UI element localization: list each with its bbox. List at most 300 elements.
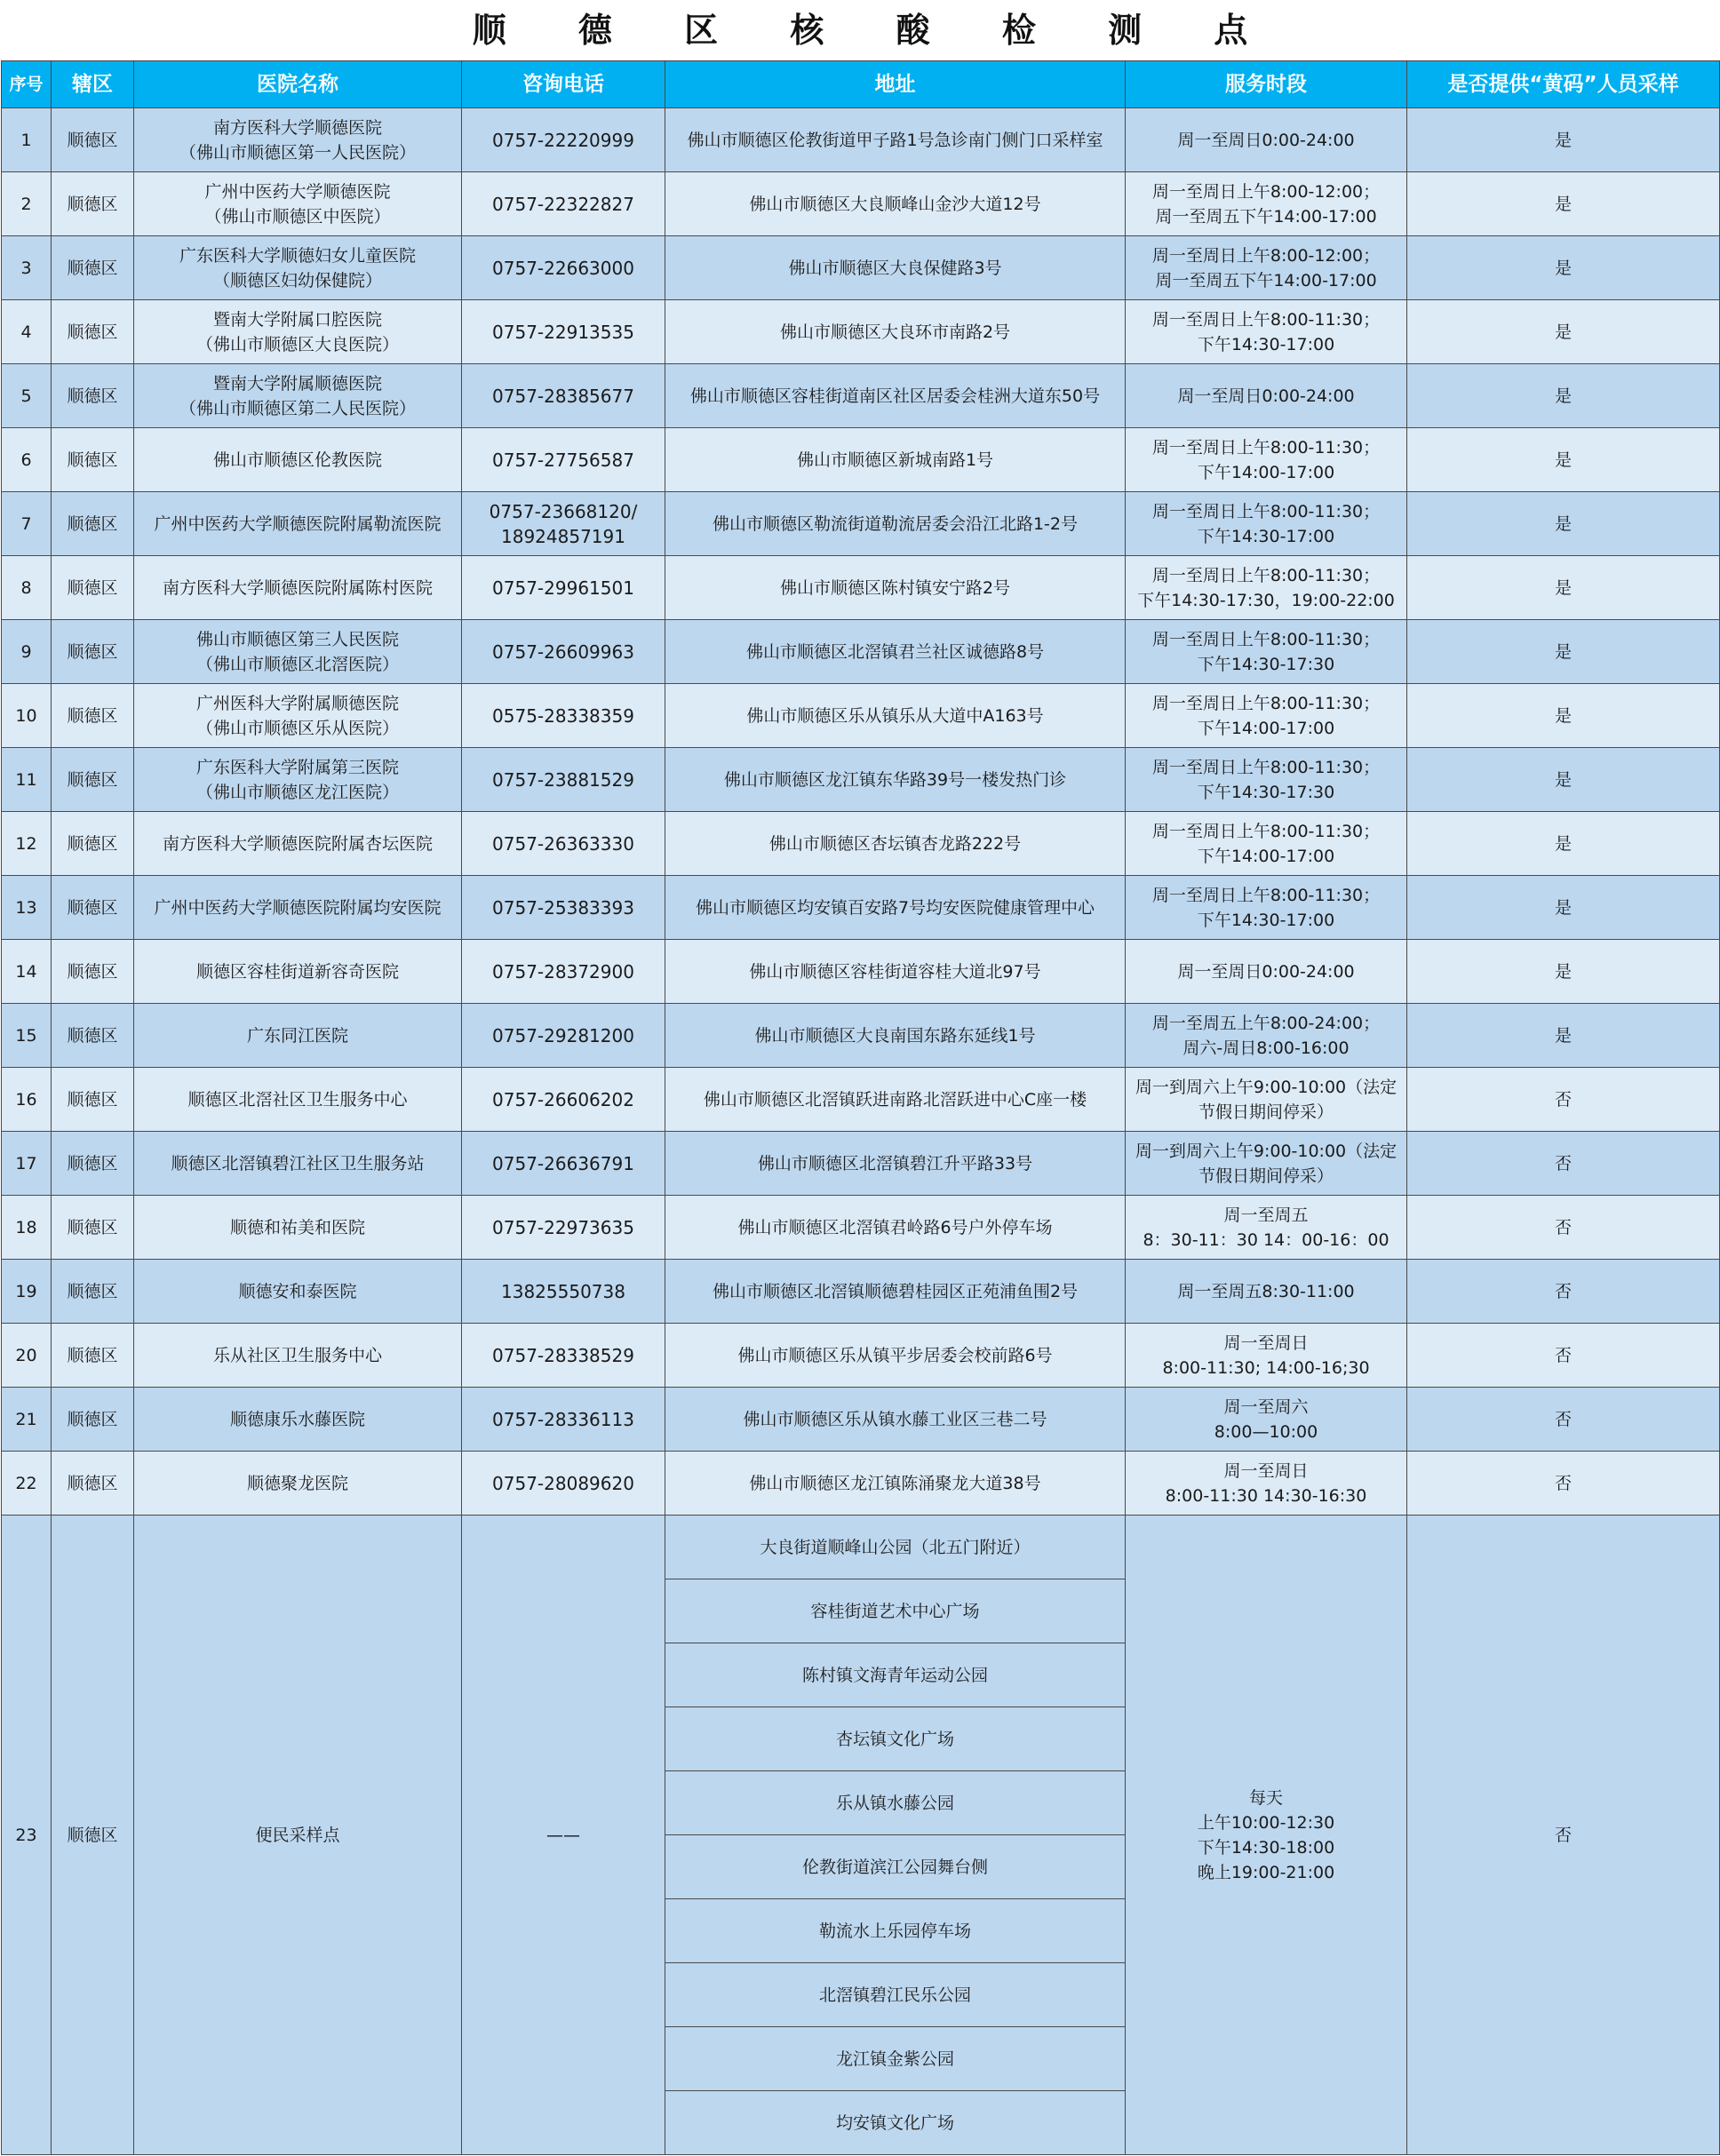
cell-hours-text: 周一至周日上午8:00-11:30； [1151,693,1381,713]
cell-phone-text: 0757-29961501 [492,577,634,599]
cell-yellow-code [1407,812,1720,876]
cell-address-text: 佛山市顺德区北滘镇跃进南路北滘跃进中心C座一楼 [703,1089,1087,1110]
cell-site-address [665,1771,1126,1835]
cell-hospital [134,1196,462,1260]
cell-hours-text: 周一至周日上午8:00-11:30； [1151,437,1381,457]
cell-hospital [134,1068,462,1132]
cell-district [52,236,134,300]
cell-district [52,1004,134,1068]
cell-phone-text: 0757-28338529 [492,1344,634,1366]
cell-hours-text: 周一至周五 [1223,1205,1309,1225]
cell-yellow-code-text: 否 [1554,1473,1572,1493]
cell-hospital [134,1324,462,1388]
cell-hours-text: 周一至周日0:00-24:00 [1177,130,1355,150]
cell-address-text: 佛山市顺德区大良顺峰山金沙大道12号 [749,194,1041,214]
cell-address [665,428,1126,492]
cell-no-text: 20 [15,1345,37,1365]
table-row [2,1388,1720,1452]
cell-district-text: 顺德区 [67,1025,118,1046]
cell-no [2,748,52,812]
table-row [2,1004,1720,1068]
cell-district [52,940,134,1004]
cell-hours [1126,876,1407,940]
cell-hours-text: 周一至周五8:30-11:00 [1177,1281,1355,1301]
cell-hours [1126,1068,1407,1132]
table-row [2,300,1720,364]
cell-yellow-code-text: 是 [1554,961,1572,982]
cell-yellow-code [1407,236,1720,300]
testing-sites-table [1,60,1720,2155]
cell-address [665,1196,1126,1260]
cell-hours-text: 周一至周日0:00-24:00 [1177,386,1355,406]
cell-no-text: 18 [15,1217,37,1237]
cell-yellow-code-text: 是 [1554,322,1572,342]
cell-address [665,1452,1126,1516]
cell-yellow-code [1407,492,1720,556]
cell-site-address-text: 陈村镇文海青年运动公园 [801,1665,988,1685]
cell-address-text: 佛山市顺德区乐从镇水藤工业区三巷二号 [743,1409,1047,1429]
cell-district [52,492,134,556]
cell-address [665,108,1126,172]
cell-district [52,1068,134,1132]
cell-hospital-text: （佛山市顺德区龙江医院） [195,782,399,802]
cell-phone-text: —— [546,1825,580,1845]
cell-phone-text: 0757-22973635 [492,1216,634,1238]
cell-site-address [665,1516,1126,1579]
cell-district-text: 顺德区 [67,1281,118,1301]
cell-yellow-code [1407,1004,1720,1068]
cell-address [665,300,1126,364]
table-row [2,876,1720,940]
cell-hospital-text: （顺德区妇幼保健院） [212,270,382,290]
cell-hours [1126,1516,1407,2155]
cell-district [52,108,134,172]
cell-hours-text: 周一至周日 [1223,1460,1309,1481]
cell-district-text: 顺德区 [67,897,118,918]
cell-district [52,748,134,812]
cell-address-text: 佛山市顺德区伦教街道甲子路1号急诊南门侧门口采样室 [687,130,1103,150]
cell-hospital-text: 暨南大学附属口腔医院 [212,309,382,330]
cell-phone-text: 13825550738 [501,1280,625,1302]
cell-yellow-code-text: 是 [1554,1025,1572,1046]
table-row [2,172,1720,236]
header-hours: 服务时段 [1126,61,1407,108]
cell-hours [1126,300,1407,364]
table-row [2,1324,1720,1388]
cell-address [665,492,1126,556]
cell-hospital-text: 广州中医药大学顺德医院 [204,181,391,202]
cell-phone [462,684,665,748]
cell-address [665,812,1126,876]
cell-phone-text: 0757-27756587 [492,449,634,471]
cell-address [665,1324,1126,1388]
cell-no [2,108,52,172]
cell-hospital-text: 广州中医药大学顺德医院附属均安医院 [154,897,442,918]
cell-no-text: 23 [15,1825,37,1845]
cell-hours-text: 周一至周六 [1223,1396,1309,1417]
table-row [2,236,1720,300]
cell-district [52,1196,134,1260]
table-row [2,812,1720,876]
cell-phone-text: 0757-22322827 [492,193,634,215]
cell-phone [462,1068,665,1132]
cell-yellow-code-text: 是 [1554,833,1572,854]
header-phone: 咨询电话 [462,61,665,108]
cell-no-text: 10 [15,705,37,726]
cell-phone [462,492,665,556]
cell-hours-text: 8：30-11：30 14：00-16：00 [1143,1229,1390,1250]
cell-address-text: 佛山市顺德区大良保健路3号 [788,258,1002,278]
cell-district-text: 顺德区 [67,1089,118,1110]
cell-hours-text: 周一至周五上午8:00-24:00； [1151,1013,1381,1033]
cell-no-text: 7 [20,513,32,534]
cell-district [52,1260,134,1324]
table-row [2,108,1720,172]
cell-site-address [665,1963,1126,2027]
cell-hospital-text: （佛山市顺德区中医院） [204,206,391,227]
cell-no [2,1324,52,1388]
cell-no-text: 2 [20,194,32,214]
cell-no-text: 14 [15,961,37,982]
cell-hospital [134,620,462,684]
cell-yellow-code-text: 是 [1554,705,1572,726]
cell-address [665,1132,1126,1196]
cell-phone [462,748,665,812]
table-row [2,428,1720,492]
cell-yellow-code [1407,364,1720,428]
cell-phone-text: 0757-28372900 [492,960,634,983]
cell-district [52,1388,134,1452]
cell-no-text: 5 [20,386,32,406]
cell-no [2,364,52,428]
cell-hours-text: 周一至周日上午8:00-11:30； [1151,501,1381,521]
cell-yellow-code-text: 是 [1554,577,1572,598]
cell-phone-text: 0757-22220999 [492,129,634,151]
cell-address [665,1004,1126,1068]
cell-phone-text: 0757-28336113 [492,1408,634,1430]
cell-hours-text: 每天 [1248,1787,1283,1808]
cell-hours-text: 周一至周日上午8:00-12:00； [1151,245,1381,266]
cell-hospital [134,1516,462,2155]
cell-phone [462,1324,665,1388]
cell-phone [462,812,665,876]
cell-address [665,748,1126,812]
cell-yellow-code [1407,1516,1720,2155]
cell-no [2,1004,52,1068]
table-row [2,1132,1720,1196]
cell-phone [462,1388,665,1452]
header-no: 序号 [2,61,52,108]
cell-yellow-code-text: 否 [1554,1825,1572,1845]
cell-phone [462,1132,665,1196]
cell-hospital-text: 顺德区容桂街道新容奇医院 [195,961,399,982]
cell-phone [462,172,665,236]
cell-phone [462,1452,665,1516]
cell-address [665,620,1126,684]
cell-yellow-code [1407,428,1720,492]
cell-site-address-text: 均安镇文化广场 [835,2112,954,2133]
cell-phone [462,1196,665,1260]
cell-no [2,940,52,1004]
cell-address-text: 佛山市顺德区大良环市南路2号 [779,322,1011,342]
cell-district-text: 顺德区 [67,641,118,662]
cell-address-text: 佛山市顺德区容桂街道南区社区居委会桂洲大道东50号 [689,386,1101,406]
cell-district [52,172,134,236]
cell-hospital-text: 乐从社区卫生服务中心 [212,1345,382,1365]
cell-phone [462,108,665,172]
cell-phone [462,1516,665,2155]
cell-hours-text: 晚上19:00-21:00 [1197,1862,1335,1882]
cell-address-text: 佛山市顺德区大良南国东路东延线1号 [754,1025,1036,1046]
cell-hours-text: 节假日期间停采） [1198,1102,1334,1122]
cell-no [2,1516,52,2155]
cell-yellow-code-text: 是 [1554,449,1572,470]
cell-hours [1126,812,1407,876]
cell-district-text: 顺德区 [67,833,118,854]
cell-phone [462,300,665,364]
cell-hospital [134,1388,462,1452]
cell-hours [1126,492,1407,556]
cell-yellow-code-text: 是 [1554,386,1572,406]
cell-phone [462,1260,665,1324]
cell-phone-text: 0757-23881529 [492,768,634,791]
cell-site-address-text: 勒流水上乐园停车场 [818,1921,971,1941]
cell-no [2,1196,52,1260]
cell-hours [1126,556,1407,620]
cell-hospital [134,556,462,620]
cell-no-text: 6 [20,449,32,470]
cell-phone-text: 0757-26636791 [492,1152,634,1174]
cell-yellow-code-text: 是 [1554,258,1572,278]
cell-yellow-code [1407,172,1720,236]
cell-district-text: 顺德区 [67,1825,118,1845]
cell-hours [1126,1196,1407,1260]
cell-no-text: 11 [15,769,37,790]
cell-hours [1126,940,1407,1004]
cell-no [2,556,52,620]
cell-hospital-text: 广东同江医院 [246,1025,348,1046]
cell-district [52,1452,134,1516]
cell-site-address [665,2091,1126,2155]
cell-phone-text: 0757-22913535 [492,321,634,343]
table-row [2,940,1720,1004]
cell-address-text: 佛山市顺德区北滘镇碧江升平路33号 [757,1153,1033,1173]
table-row [2,556,1720,620]
cell-hospital [134,876,462,940]
cell-phone [462,364,665,428]
cell-yellow-code [1407,108,1720,172]
cell-hospital [134,300,462,364]
cell-no-text: 12 [15,833,37,854]
cell-district-text: 顺德区 [67,1153,118,1173]
cell-hours-text: 下午14:30-17:00 [1197,334,1335,354]
cell-hours [1126,1260,1407,1324]
cell-yellow-code-text: 否 [1554,1409,1572,1429]
cell-hours-text: 周一至周日0:00-24:00 [1177,961,1355,982]
cell-yellow-code [1407,1196,1720,1260]
cell-hours [1126,108,1407,172]
cell-hospital [134,940,462,1004]
cell-site-address-text: 北滘镇碧江民乐公园 [818,1985,971,2005]
cell-yellow-code [1407,748,1720,812]
cell-hours-text: 下午14:30-17:30，19:00-22:00 [1137,590,1395,610]
cell-hours-text: 周一至周五下午14:00-17:00 [1155,270,1377,290]
cell-hours-text: 下午14:30-18:00 [1197,1837,1335,1858]
cell-district [52,1516,134,2155]
cell-hospital-text: 佛山市顺德区伦教医院 [212,449,382,470]
table-row [2,748,1720,812]
cell-hospital-text: 广东医科大学顺德妇女儿童医院 [179,245,416,266]
cell-hospital-text: 广州医科大学附属顺德医院 [195,693,399,713]
cell-phone [462,236,665,300]
cell-yellow-code [1407,684,1720,748]
cell-district [52,364,134,428]
cell-no-text: 17 [15,1153,37,1173]
cell-yellow-code [1407,1132,1720,1196]
cell-hospital [134,236,462,300]
cell-hours-text: 节假日期间停采） [1198,1166,1334,1186]
cell-district-text: 顺德区 [67,705,118,726]
cell-address [665,1260,1126,1324]
cell-district [52,300,134,364]
cell-hours-text: 8:00—10:00 [1214,1421,1318,1442]
cell-no-text: 21 [15,1409,37,1429]
cell-hours-text: 下午14:30-17:00 [1197,910,1335,930]
cell-hospital [134,1132,462,1196]
cell-no-text: 9 [20,641,32,662]
cell-phone [462,620,665,684]
cell-address-text: 佛山市顺德区陈村镇安宁路2号 [779,577,1011,598]
cell-no-text: 19 [15,1281,37,1301]
cell-hours [1126,364,1407,428]
cell-district [52,1324,134,1388]
cell-hospital-text: 南方医科大学顺德医院 [212,117,382,138]
cell-hospital [134,428,462,492]
cell-address-text: 佛山市顺德区北滘镇君兰社区诚德路8号 [745,641,1045,662]
cell-district-text: 顺德区 [67,513,118,534]
cell-phone-text: 0757-23668120/ [489,500,638,522]
cell-yellow-code [1407,1260,1720,1324]
cell-hospital-text: 顺德聚龙医院 [246,1473,348,1493]
cell-site-address [665,1899,1126,1963]
cell-address [665,940,1126,1004]
cell-hours-text: 周一至周日上午8:00-11:30； [1151,757,1381,777]
cell-yellow-code-text: 否 [1554,1281,1572,1301]
cell-phone [462,1004,665,1068]
cell-hours-text: 下午14:30-17:30 [1197,654,1335,674]
cell-hospital [134,812,462,876]
cell-site-address [665,1835,1126,1899]
cell-district-text: 顺德区 [67,1473,118,1493]
page-title: 顺 德 区 核 酸 检 测 点 [472,11,1278,50]
cell-no-text: 4 [20,322,32,342]
cell-site-address-text: 容桂街道艺术中心广场 [810,1601,980,1621]
cell-hours-text: 上午10:00-12:30 [1197,1812,1335,1833]
cell-yellow-code [1407,1452,1720,1516]
cell-hours [1126,428,1407,492]
cell-yellow-code [1407,876,1720,940]
cell-hospital-text: 顺德和祐美和医院 [229,1217,365,1237]
cell-hours [1126,684,1407,748]
cell-hours-text: 8:00-11:30; 14:00-16;30 [1162,1357,1370,1378]
cell-hospital-text: 便民采样点 [255,1825,340,1845]
cell-no [2,428,52,492]
cell-hospital-text: 南方医科大学顺德医院附属杏坛医院 [162,833,433,854]
cell-hospital-text: （佛山市顺德区第一人民医院） [179,142,416,163]
cell-hospital-text: （佛山市顺德区第二人民医院） [179,398,416,418]
cell-address [665,556,1126,620]
cell-address-text: 佛山市顺德区均安镇百安路7号均安医院健康管理中心 [695,897,1095,918]
cell-district [52,684,134,748]
cell-address-text: 佛山市顺德区乐从镇乐从大道中A163号 [746,705,1044,726]
cell-hospital-text: 广东医科大学附属第三医院 [195,757,399,777]
cell-yellow-code-text: 是 [1554,194,1572,214]
cell-hours-text: 下午14:30-17:30 [1197,782,1335,802]
cell-hospital [134,108,462,172]
cell-district-text: 顺德区 [67,386,118,406]
header-district: 辖区 [52,61,134,108]
cell-phone-text: 0757-29281200 [492,1024,634,1046]
cell-site-address-text: 乐从镇水藤公园 [835,1793,954,1813]
cell-phone-text: 0757-26363330 [492,832,634,855]
cell-district-text: 顺德区 [67,1345,118,1365]
cell-yellow-code-text: 否 [1554,1345,1572,1365]
cell-hospital-text: 暨南大学附属顺德医院 [212,373,382,394]
cell-district-text: 顺德区 [67,961,118,982]
cell-hospital [134,1004,462,1068]
cell-district-text: 顺德区 [67,1217,118,1237]
cell-hours-text: 周一至周日上午8:00-11:30； [1151,565,1381,585]
table-row [2,1516,1720,1579]
cell-hours-text: 下午14:00-17:00 [1197,462,1335,482]
cell-site-address-text: 龙江镇金紫公园 [835,2049,954,2069]
cell-hospital-text: （佛山市顺德区大良医院） [195,334,399,354]
cell-district-text: 顺德区 [67,769,118,790]
cell-phone-text: 18924857191 [501,525,625,547]
cell-hours [1126,1388,1407,1452]
cell-site-address-text: 大良街道顺峰山公园（北五门附近） [760,1537,1031,1557]
cell-hospital-text: 佛山市顺德区第三人民医院 [195,629,399,649]
cell-yellow-code [1407,1324,1720,1388]
cell-hours [1126,1004,1407,1068]
table-row [2,1452,1720,1516]
cell-address-text: 佛山市顺德区北滘镇顺德碧桂园区正苑浦鱼围2号 [712,1281,1079,1301]
cell-hospital [134,364,462,428]
cell-address [665,684,1126,748]
cell-address-text: 佛山市顺德区新城南路1号 [796,449,994,470]
cell-no [2,1132,52,1196]
cell-hospital-text: 顺德区北滘社区卫生服务中心 [187,1089,408,1110]
cell-yellow-code-text: 是 [1554,897,1572,918]
cell-phone-text: 0757-28089620 [492,1472,634,1494]
cell-address-text: 佛山市顺德区龙江镇东华路39号一楼发热门诊 [723,769,1067,790]
cell-address-text: 佛山市顺德区杏坛镇杏龙路222号 [768,833,1022,854]
cell-yellow-code [1407,620,1720,684]
cell-phone-text: 0757-28385677 [492,385,634,407]
cell-site-address [665,1643,1126,1707]
cell-hours [1126,236,1407,300]
cell-hours [1126,1324,1407,1388]
cell-hospital [134,748,462,812]
cell-district-text: 顺德区 [67,1409,118,1429]
cell-hours [1126,1452,1407,1516]
cell-district-text: 顺德区 [67,130,118,150]
cell-no [2,1260,52,1324]
cell-hours-text: 周一到周六上午9:00-10:00（法定 [1135,1077,1398,1097]
cell-address-text: 佛山市顺德区容桂街道容桂大道北97号 [749,961,1041,982]
cell-district [52,812,134,876]
cell-no-text: 16 [15,1089,37,1110]
